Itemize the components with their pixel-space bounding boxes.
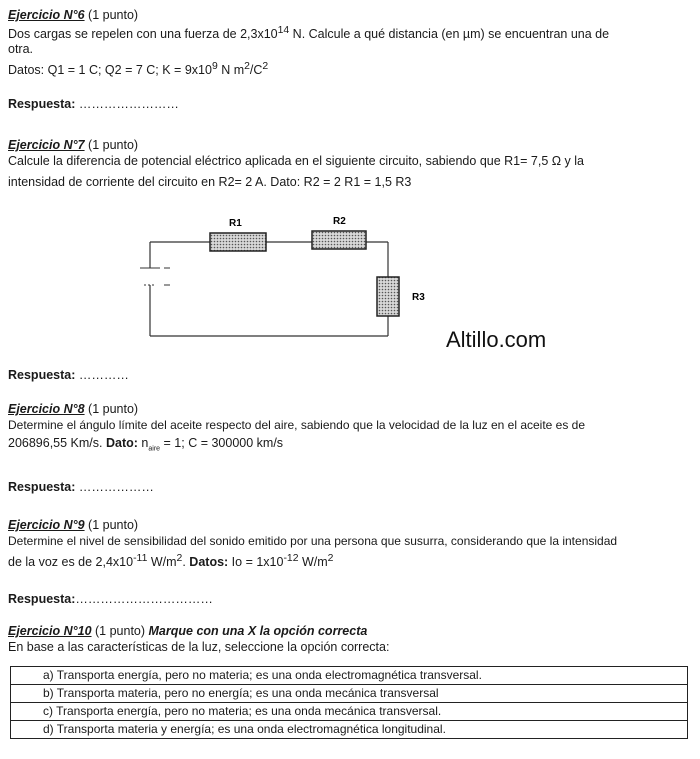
exercise-9-line1: Determine el nivel de sensibilidad del sonido emitido por una persona que susurra, considerando que la intensidad — [8, 533, 618, 548]
exercise-8-data-sub: aire — [148, 445, 161, 453]
exercise-6-answer-dots: …………………… — [75, 96, 179, 111]
option-row[interactable] — [11, 703, 688, 721]
exercise-8-data-label: Dato: — [105, 435, 138, 450]
exercise-9 — [8, 518, 692, 608]
exercise-8-line2 — [8, 436, 692, 454]
exercise-6-answer-label: Respuesta: — [8, 96, 76, 111]
exercise-10-heading — [8, 624, 692, 640]
exercise-9-data-exp2: 2 — [327, 552, 334, 564]
exercise-6-line1-exp: 14 — [277, 24, 290, 36]
exercise-8-answer-dots: ……………… — [75, 479, 154, 494]
exercise-6-data-exp2: 2 — [244, 61, 250, 73]
circuit-diagram — [0, 210, 460, 350]
exercise-10-points: (1 punto) — [95, 624, 146, 638]
exercise-9-line2-b: W/m — [147, 554, 177, 569]
resistor-r2 — [312, 231, 366, 249]
exercise-9-line2-c: . — [182, 554, 190, 569]
exercise-6-line2: otra. — [8, 42, 34, 57]
exercise-7-title: Ejercicio N°7 — [8, 138, 85, 152]
exercise-7-line2: intensidad de corriente del circuito en R2= 2 A. Dato: R2 = 2 R1 = 1,5 R3 — [8, 175, 412, 190]
exercise-9-data-label: Datos: — [189, 554, 229, 569]
resistor-r1 — [210, 233, 266, 251]
option-row[interactable] — [11, 721, 688, 739]
exercise-7-line1: Calcule la diferencia de potencial eléctrico aplicada en el siguiente circuito, sabiendo que R1= 7,5 Ω y la — [8, 153, 585, 168]
exercise-6 — [8, 8, 692, 112]
exercise-9-line2-a: de la voz es de 2,4x10 — [8, 554, 134, 569]
option-d[interactable]: d) Transporta materia y energía; es una onda electromagnética longitudinal. — [11, 721, 688, 739]
exercise-8-answer-label: Respuesta: — [8, 479, 76, 494]
exercise-7-answer — [8, 368, 692, 384]
option-b[interactable]: b) Transporta materia, pero no energía; es una onda mecánica transversal — [11, 685, 688, 703]
exercise-6-heading — [8, 8, 692, 24]
exercise-6-answer — [8, 97, 692, 113]
option-c[interactable]: c) Transporta energía, pero no materia; es una onda mecánica transversal. — [11, 703, 688, 721]
exercise-6-data-a: Datos: Q1 = 1 C; Q2 = 7 C; K = 9x10 — [8, 63, 212, 78]
exercise-8-data-b: = 1; C = 300000 km/s — [160, 435, 284, 450]
exercise-8-title: Ejercicio N°8 — [8, 402, 85, 416]
label-r3: R3 — [412, 292, 425, 303]
exercise-9-answer-dots: …………………………… — [75, 592, 213, 607]
options-table — [10, 666, 688, 739]
label-r2: R2 — [333, 216, 346, 227]
exercise-10-intro: En base a las características de la luz, seleccione la opción correcta: — [8, 639, 390, 654]
exercise-9-line2-exp2: 2 — [176, 552, 183, 564]
exercise-9-data-a: Io = 1x10 — [228, 554, 284, 569]
exercise-6-statement — [8, 24, 692, 43]
option-a[interactable]: a) Transporta energía, pero no materia; es una onda electromagnética transversal. — [11, 667, 688, 685]
exercise-9-answer-label: Respuesta: — [8, 592, 76, 607]
exercise-8-answer — [8, 480, 692, 496]
exercise-8-line1: Determine el ángulo límite del aceite respecto del aire, sabiendo que la velocidad de la luz en el aceite es de — [8, 417, 586, 432]
exercise-6-data-exp1: 9 — [211, 61, 218, 73]
exercise-6-data-exp3: 2 — [262, 61, 269, 73]
exercise-7 — [8, 138, 692, 191]
exercise-9-line2-exp1: -11 — [133, 552, 148, 564]
exercise-10-note: Marque con una X la opción correcta — [148, 624, 368, 638]
exercise-7-answer-dots: ………… — [75, 368, 129, 382]
resistor-r3 — [377, 277, 399, 316]
exercise-7-heading — [8, 138, 692, 154]
exercise-9-data-exp1: -12 — [283, 552, 299, 564]
exercise-8-line2-text: 206896,55 Km/s. — [8, 435, 106, 450]
exercise-7-answer-label: Respuesta: — [8, 368, 76, 382]
exercise-6-title: Ejercicio N°6 — [8, 8, 85, 22]
exercise-8-data-a: n — [137, 435, 149, 450]
exercise-6-points: (1 punto) — [88, 8, 139, 22]
exercise-8 — [8, 402, 692, 496]
exercise-6-data-b: N m — [217, 63, 245, 78]
exercise-9-title: Ejercicio N°9 — [8, 518, 85, 532]
exercise-9-data-b: W/m — [298, 554, 328, 569]
exercise-7-points: (1 punto) — [88, 138, 139, 152]
exercise-9-points: (1 punto) — [88, 518, 139, 532]
exercise-9-answer — [8, 592, 692, 608]
exercise-8-points: (1 punto) — [88, 402, 139, 416]
option-row[interactable] — [11, 685, 688, 703]
exercise-6-line1: Dos cargas se repelen con una fuerza de 2,3x10 — [8, 26, 278, 41]
option-row[interactable] — [11, 667, 688, 685]
exercise-6-data — [8, 60, 692, 79]
exercise-9-line2 — [8, 552, 692, 571]
label-r1: R1 — [229, 218, 242, 229]
watermark-text: Altillo.com — [446, 327, 547, 352]
exercise-10-title: Ejercicio N°10 — [8, 624, 92, 638]
voltage-source — [140, 268, 170, 285]
exercise-8-heading — [8, 402, 692, 418]
exercise-6-line1-tail: N. Calcule a qué distancia (en µm) se encuentran una de — [289, 26, 610, 41]
exercise-9-heading — [8, 518, 692, 534]
exercise-6-data-c: /C — [249, 63, 263, 78]
exercise-10 — [8, 624, 692, 655]
